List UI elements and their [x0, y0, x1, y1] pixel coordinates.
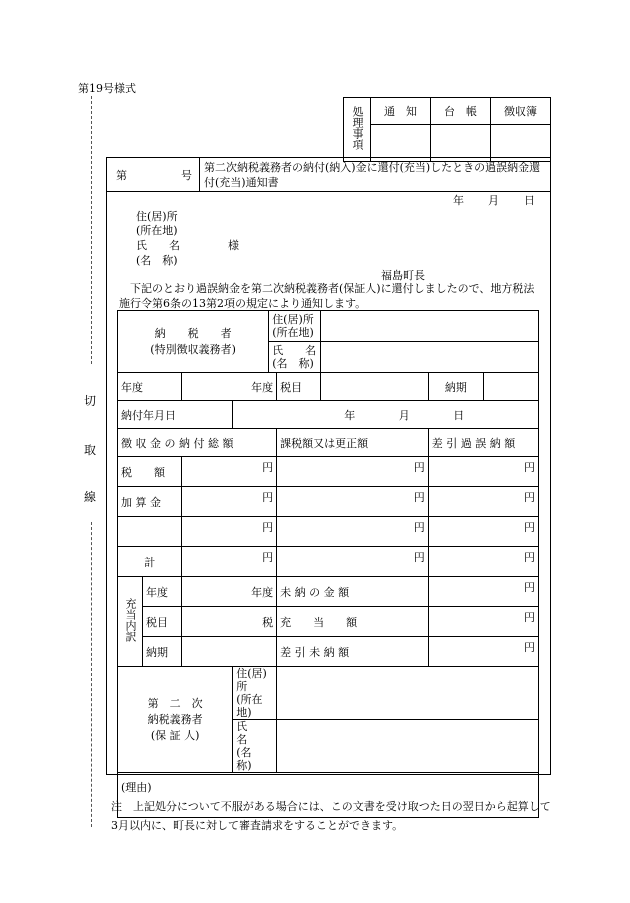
allocation-applied-amount[interactable]: 円: [428, 607, 538, 637]
main-table: [117, 310, 539, 818]
addressee-sama: 様: [228, 239, 239, 252]
allocation-label-year: 年度: [143, 577, 182, 607]
addressee-location-label: (所在地): [136, 224, 178, 237]
amount-assessed-tax[interactable]: 円: [277, 457, 429, 487]
payment-date-label: 納付年月日: [118, 401, 233, 429]
secondary-address-label: 住(居)所 (所在地): [233, 667, 277, 720]
amount-assessed-sum[interactable]: 円: [277, 547, 429, 577]
allocation-remaining-amount[interactable]: 円: [428, 637, 538, 667]
header-table: [106, 157, 551, 192]
allocation-year-field[interactable]: 年度: [182, 577, 277, 607]
taxpayer-name-label: 氏 名 (名 称): [269, 342, 321, 373]
reason-label: (理由): [121, 781, 152, 794]
gou-label: 号: [181, 168, 192, 182]
processing-header: 処理事項: [344, 98, 371, 162]
allocation-remaining-label: 差 引 未 納 額: [277, 637, 429, 667]
processing-table: [343, 97, 551, 162]
proc-col-notice: 通 知: [371, 98, 431, 125]
allocation-side-label: 充当内訳: [118, 577, 143, 667]
secondary-taxpayer-label: 第 二 次 納税義務者 (保 証 人): [118, 667, 233, 773]
document-title: 第二次納税義務者の納付(納入)金に還付(充当)したときの過誤納金還付(充当)通知書: [200, 158, 551, 192]
cut-mark-3: 線: [84, 490, 97, 504]
amount-overpaid-surcharge[interactable]: 円: [428, 487, 538, 517]
taxpayer-address-label: 住(居)所 (所在地): [269, 311, 321, 342]
secondary-name-label: 氏 名 (名 称): [233, 720, 277, 773]
amount-overpaid-blank[interactable]: 円: [428, 517, 538, 547]
amount-row-label-tax: 税 額: [118, 457, 182, 487]
amount-assessed-surcharge[interactable]: 円: [277, 487, 429, 517]
date-year: 年: [453, 194, 464, 207]
form-number: 第19号様式: [78, 82, 136, 95]
appeal-note: 注 上記処分について不服がある場合には、この文書を受け取つた日の翌日から起算して3月以内に、町長に対して審査請求をすることができます。: [111, 800, 551, 832]
allocation-period-field[interactable]: [182, 637, 277, 667]
noki-label: 納期: [428, 373, 483, 401]
body-text: 下記のとおり過誤納金を第二次納税義務者(保証人)に還付しましたので、地方税法施行令第6条の13第2項の規定により通知します。: [119, 282, 535, 310]
allocation-unpaid-amount[interactable]: 円: [428, 577, 538, 607]
header-assessed: 課税額又は更正額: [277, 429, 429, 457]
allocation-label-period: 納期: [143, 637, 182, 667]
proc-cell-ledger[interactable]: [431, 125, 491, 162]
taxpayer-label: 納 税 者 (特別徴収義務者): [118, 311, 269, 373]
proc-col-collection: 徴収簿: [491, 98, 551, 125]
zeimoku-label: 税目: [277, 373, 321, 401]
dai-label: 第: [116, 168, 127, 182]
addressee-address-label: 住(居)所: [136, 210, 178, 223]
cut-mark-1: 切: [84, 394, 97, 408]
secondary-name-field[interactable]: [277, 720, 539, 773]
date-month: 月: [488, 194, 499, 207]
proc-cell-notice[interactable]: [371, 125, 431, 162]
amount-total-blank[interactable]: 円: [182, 517, 277, 547]
header-overpaid: 差 引 過 誤 納 額: [428, 429, 538, 457]
allocation-label-item: 税目: [143, 607, 182, 637]
allocation-unpaid-label: 未 納 の 金 額: [277, 577, 429, 607]
amount-total-surcharge[interactable]: 円: [182, 487, 277, 517]
amount-row-label-total: 計: [118, 547, 182, 577]
addressee-entity-label: (名 称): [136, 254, 178, 267]
cut-mark-2: 取: [84, 443, 97, 457]
amount-row-label-surcharge: 加 算 金: [118, 487, 182, 517]
date-day: 日: [524, 194, 535, 207]
payment-date-field[interactable]: 年 月 日: [233, 401, 539, 429]
taxpayer-address-field[interactable]: [320, 311, 538, 342]
amount-assessed-blank[interactable]: 円: [277, 517, 429, 547]
nendo-field[interactable]: 年度: [182, 373, 277, 401]
allocation-item-field[interactable]: 税: [182, 607, 277, 637]
cut-line-bottom: [91, 522, 92, 827]
amount-row-label-blank: [118, 517, 182, 547]
allocation-applied-label: 充 当 額: [277, 607, 429, 637]
amount-overpaid-sum[interactable]: 円: [428, 547, 538, 577]
header-total-paid: 徴 収 金 の 納 付 総 額: [118, 429, 277, 457]
issuer: 福島町長: [381, 269, 425, 282]
cut-line-top: [91, 96, 92, 364]
zeimoku-field[interactable]: [320, 373, 428, 401]
secondary-address-field[interactable]: [277, 667, 539, 720]
addressee-name-label: 氏 名: [136, 239, 180, 252]
taxpayer-name-field[interactable]: [320, 342, 538, 373]
doc-number-cell[interactable]: [107, 158, 200, 192]
amount-total-sum[interactable]: 円: [182, 547, 277, 577]
proc-col-ledger: 台 帳: [431, 98, 491, 125]
proc-cell-collection[interactable]: [491, 125, 551, 162]
amount-overpaid-tax[interactable]: 円: [428, 457, 538, 487]
noki-field[interactable]: [483, 373, 538, 401]
nendo-label: 年度: [118, 373, 182, 401]
amount-total-tax[interactable]: 円: [182, 457, 277, 487]
